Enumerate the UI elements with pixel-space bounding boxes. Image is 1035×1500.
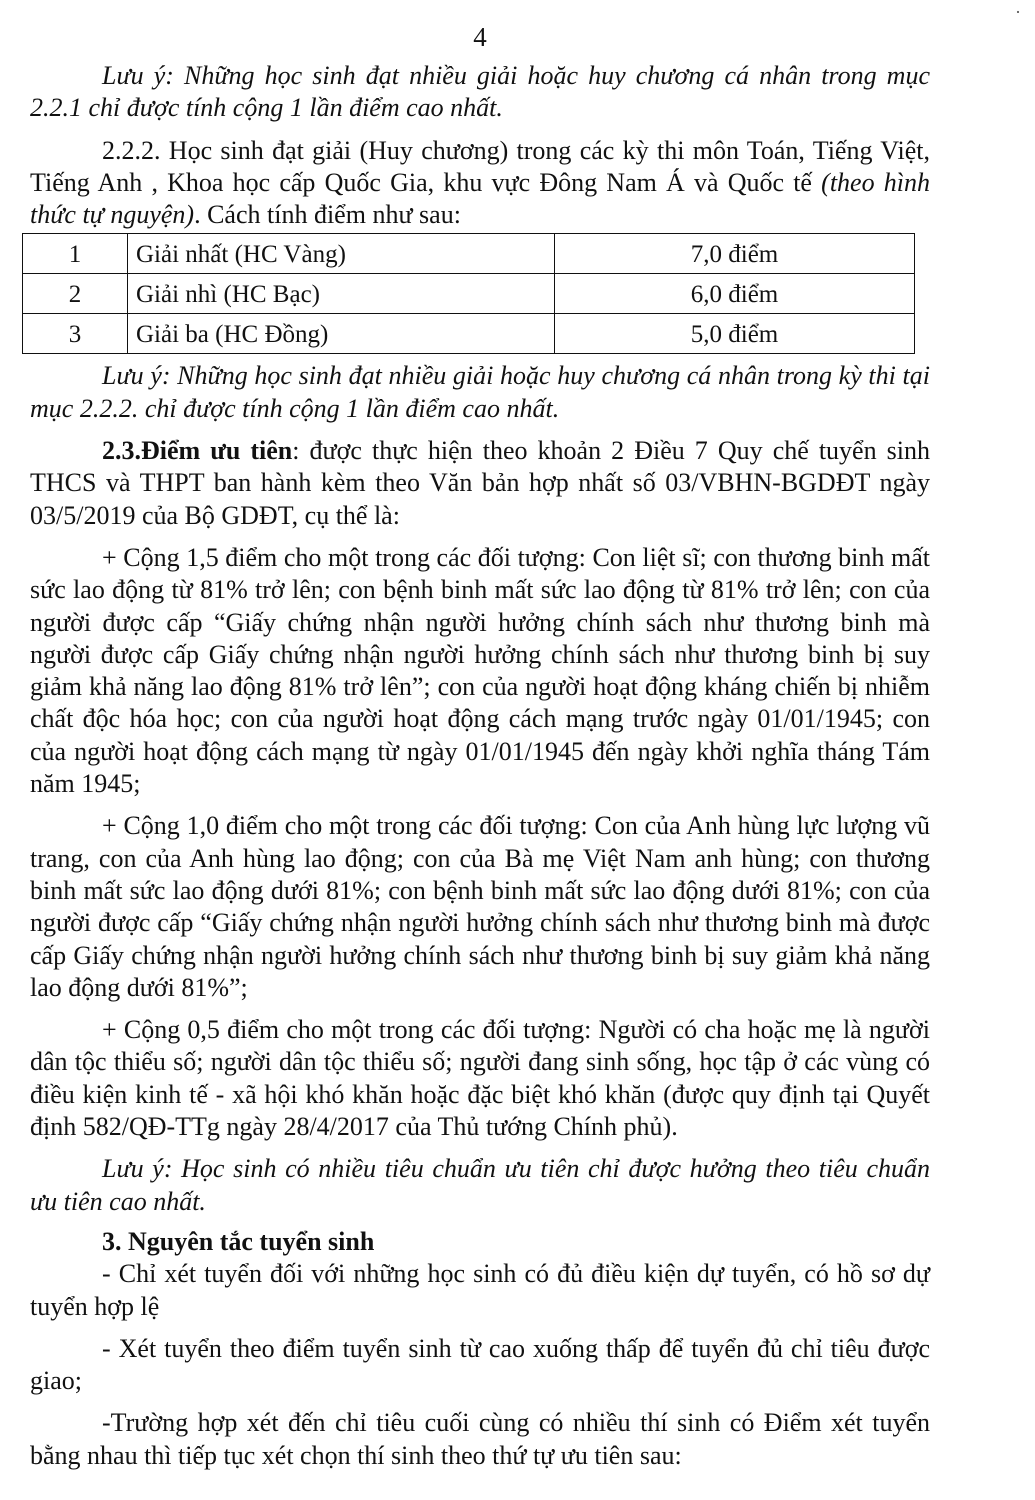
bonus-1-0: + Cộng 1,0 điểm cho một trong các đối tượng: Con của Anh hùng lực lượng vũ trang, con của Anh hùng lao động; con của Bà mẹ Việt Nam anh hùng; con thương binh mất sức lao động dưới 81%; con bệnh binh mất sức lao động dưới 81%; con của người được cấp “Giấy chứng nhận người hưởng chính sách như thương binh mà được cấp Giấy chứng nhận người hưởng chính sách như thương binh bị suy giảm khả năng lao động dưới 81%”; [30, 811, 930, 1002]
scan-mark: · [1015, 2, 1021, 22]
section-2-2-2-voluntary: (theo hình thức tự nguyện) [30, 167, 930, 230]
page-content [30, 60, 930, 1472]
award-number: 3 [23, 314, 128, 354]
section-2-2-2-text: 2.2.2. Học sinh đạt giải (Huy chương) trong các kỳ thi môn Toán, Tiếng Việt, Tiếng Anh , Khoa học cấp Quốc Gia, khu vực Đông Nam Á và Quốc tế [30, 135, 930, 197]
bonus-1-5: + Cộng 1,5 điểm cho một trong các đối tượng: Con liệt sĩ; con thương binh mất sức lao động từ 81% trở lên; con bệnh binh mất sức lao động từ 81% trở lên; con của người được cấp “Giấy chứng nhận người hưởng chính sách như thương binh mà người được cấp Giấy chứng nhận người hưởng chính sách như thương binh bị suy giảm khả năng lao động 81% trở lên”; con của người hoạt động kháng chiến bị nhiễm chất độc hóa học; con của người hoạt động cách mạng trước ngày 01/01/1945; con của người hoạt động cách mạng từ ngày 01/01/1945 đến ngày khởi nghĩa tháng Tám năm 1945; [30, 542, 930, 799]
section-2-2-2-tail: . Cách tính điểm như sau: [194, 200, 461, 230]
rule-3: -Trường hợp xét đến chỉ tiêu cuối cùng có nhiều thí sinh có Điểm xét tuyển bằng nhau thì tiếp tục xét chọn thí sinh theo thứ tự ưu tiên sau: [30, 1408, 930, 1470]
section-2-3-text: : được thực hiện theo khoản 2 Điều 7 Quy chế tuyển sinh THCS và THPT ban hành kèm theo Văn bản hợp nhất số 03/VBHN-BGDĐT ngày 03/5/2019 của Bộ GDĐT, cụ thể là: [30, 436, 930, 530]
note-2-2-1: Lưu ý: Những học sinh đạt nhiều giải hoặc huy chương cá nhân trong mục 2.2.1 chỉ được tính cộng 1 lần điểm cao nhất. [30, 61, 930, 123]
bonus-0-5: + Cộng 0,5 điểm cho một trong các đối tượng: Người có cha hoặc mẹ là người dân tộc thiểu số; người dân tộc thiểu số; người đang sinh sống, học tập ở các vùng có điều kiện kinh tế - xã hội khó khăn hoặc đặc biệt khó khăn (được quy định tại Quyết định 582/QĐ-TTg ngày 28/4/2017 của Thủ tướng Chính phủ). [30, 1015, 930, 1142]
award-score: 6,0 điểm [555, 274, 915, 314]
award-score: 5,0 điểm [555, 314, 915, 354]
award-name: Giải ba (HC Đồng) [128, 314, 555, 354]
rule-1: - Chỉ xét tuyển đối với những học sinh có đủ điều kiện dự tuyển, có hồ sơ dự tuyển hợp lệ [30, 1259, 930, 1321]
note-priority: Lưu ý: Học sinh có nhiều tiêu chuẩn ưu tiên chỉ được hưởng theo tiêu chuẩn ưu tiên cao nhất. [30, 1154, 930, 1216]
note-2-2-2: Lưu ý: Những học sinh đạt nhiều giải hoặc huy chương cá nhân trong kỳ thi tại mục 2.2.2. chỉ được tính cộng 1 lần điểm cao nhất. [30, 361, 930, 423]
page-number: 4 [473, 22, 487, 52]
awards-row [23, 314, 915, 354]
award-number: 2 [23, 274, 128, 314]
awards-row [23, 274, 915, 314]
section-2-3-label: 2.3.Điểm ưu tiên [102, 436, 293, 466]
award-name: Giải nhất (HC Vàng) [128, 234, 555, 274]
rule-2: - Xét tuyển theo điểm tuyển sinh từ cao xuống thấp để tuyển đủ chỉ tiêu được giao; [30, 1333, 930, 1396]
award-score: 7,0 điểm [555, 234, 915, 274]
section-3-heading: 3. Nguyên tắc tuyển sinh [102, 1226, 375, 1256]
awards-table [22, 233, 915, 354]
award-number: 1 [23, 234, 128, 274]
award-name: Giải nhì (HC Bạc) [128, 274, 555, 314]
section-2-3 [30, 435, 930, 532]
section-2-2-2 [30, 135, 930, 232]
awards-row [23, 234, 915, 274]
